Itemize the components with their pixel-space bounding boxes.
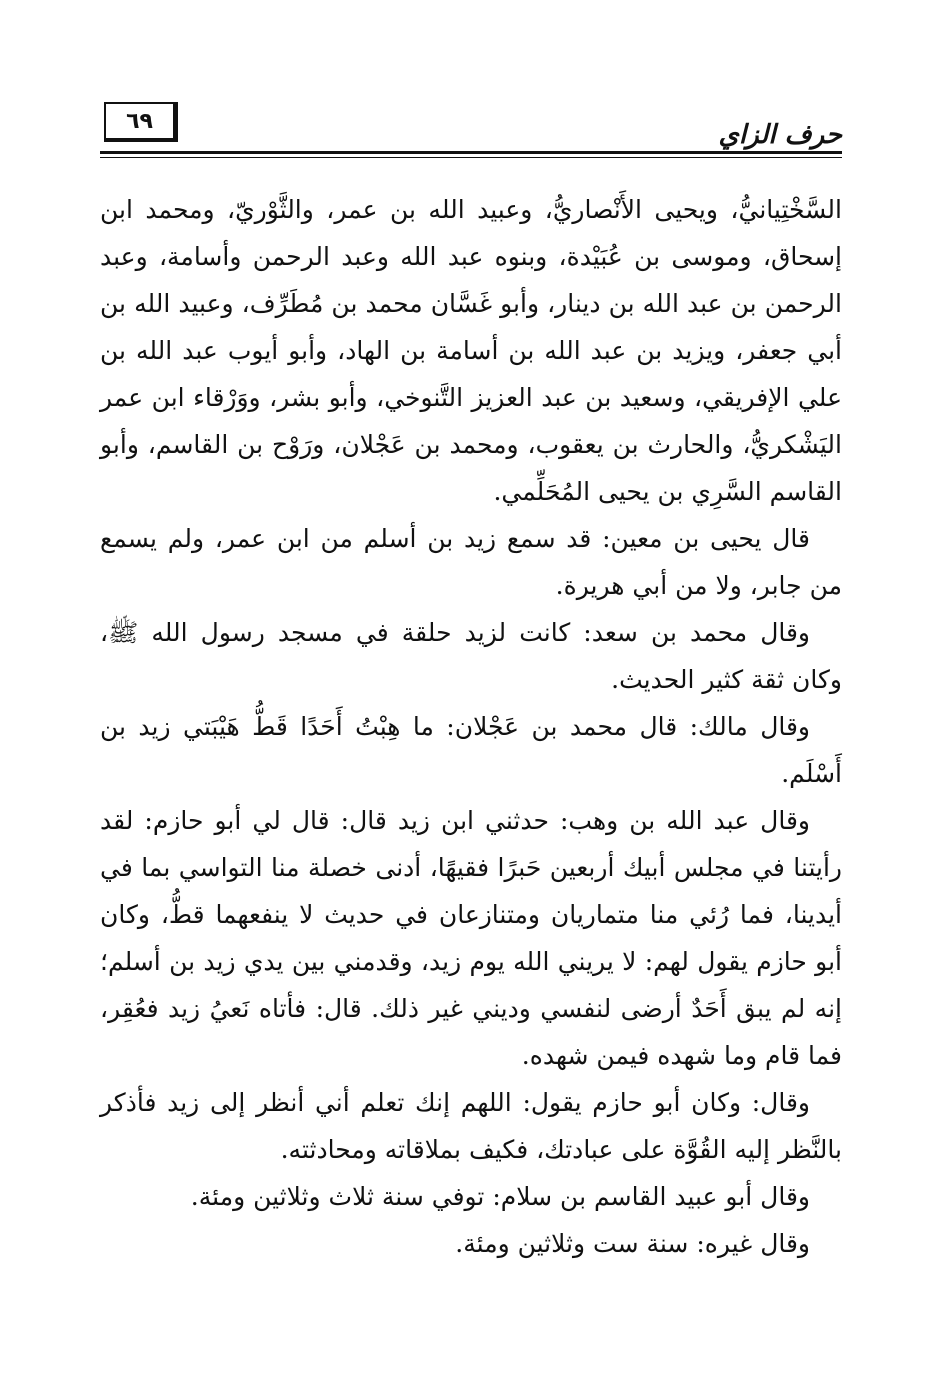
page-header bbox=[100, 102, 842, 152]
paragraph-abu-hazim: وقال: وكان أبو حازم يقول: اللهم إنك تعلم أني أنظر إلى زيد فأذكر بالنَّظر إليه القُوَّة على عبادتك، فكيف بملاقاته ومحادثته. bbox=[100, 1088, 842, 1164]
paragraph-abu-ubaid: وقال أبو عبيد القاسم بن سلام: توفي سنة ثلاث وثلاثين ومئة. bbox=[190, 1182, 810, 1211]
header-rule-thick bbox=[100, 151, 842, 154]
body-text bbox=[100, 186, 842, 1267]
paragraph-malik: وقال مالك: قال محمد بن عَجْلان: ما هِبْتُ أَحَدًا قَطُّ هَيْبَتي زيد بن أَسْلَم. bbox=[100, 712, 842, 788]
chapter-title: حرف الزاي bbox=[718, 120, 842, 150]
header-rule-thin bbox=[100, 157, 842, 158]
paragraph-ibn-maeen: قال يحيى بن معين: قد سمع زيد بن أسلم من ابن عمر، ولم يسمع من جابر، ولا من أبي هريرة. bbox=[100, 524, 842, 600]
paragraph-ibn-wahb: وقال عبد الله بن وهب: حدثني ابن زيد قال: قال لي أبو حازم: لقد رأيتنا في مجلس أبيك أربعين حَبرًا فقيهًا، أدنى خصلة منا التواسي بما في أيدينا، فما رُئي منا متماريان ومتنازعان في حديث لا ينفعهما قطُّ، وكان أبو حازم يقول لهم: لا يريني الله يوم زيد، وقدمني بين يدي زيد بن أسلم؛ إنه لم يبق أَحَدٌ أرضى لنفسي وديني غير ذلك. قال: فأتاه نَعيُ زيد فعُقِر، فما قام وما شهده فيمن شهده. bbox=[100, 806, 842, 1070]
paragraph-others: وقال غيره: سنة ست وثلاثين ومئة. bbox=[455, 1229, 810, 1258]
page-number: ٦٩ bbox=[126, 108, 153, 134]
paragraph-narrators: السَّخْتِيانيُّ، ويحيى الأَنْصاريُّ، وعبيد الله بن عمر، والثَّوْريّ، ومحمد ابن إسحاق، وموسى بن عُبَيْدة، وبنوه عبد الله وعبد الرحمن وأسامة، وعبد الرحمن بن عبد الله بن دينار، وأبو غَسَّان محمد بن مُطَرِّف، وعبيد الله بن أبي جعفر، ويزيد بن عبد الله بن أسامة بن الهاد، وأبو أيوب عبد الله بن علي الإفريقي، وسعيد بن عبد العزيز التَّنوخي، وأبو بشر، ووَرْقاء ابن عمر اليَشْكريُّ، والحارث بن يعقوب، ومحمد بن عَجْلان، ورَوْح بن القاسم، وأبو القاسم السَّرِي بن يحيى المُحَلِّمي. bbox=[100, 195, 842, 506]
page-number-box bbox=[104, 102, 178, 142]
paragraph-ibn-saad: وقال محمد بن سعد: كانت لزيد حلقة في مسجد رسول الله ﷺ، وكان ثقة كثير الحديث. bbox=[100, 618, 842, 694]
